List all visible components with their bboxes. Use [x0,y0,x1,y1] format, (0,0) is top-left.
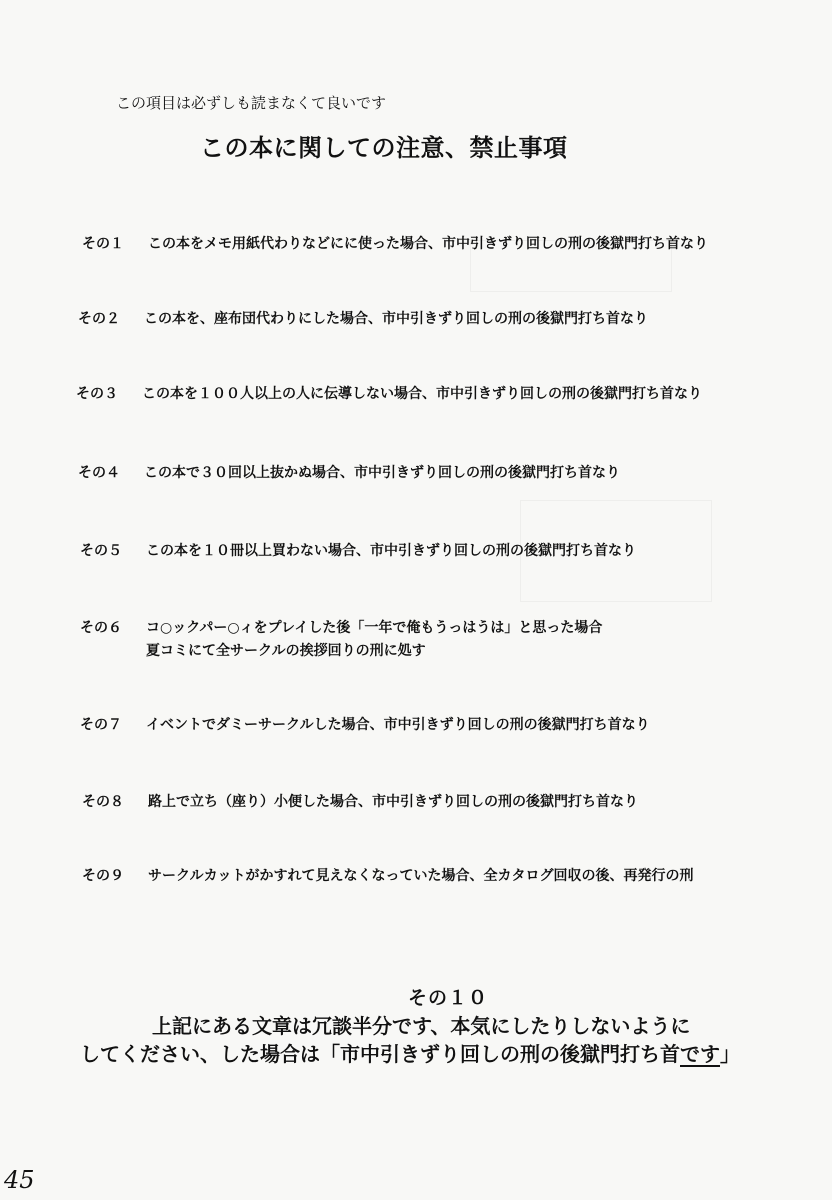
rule-item-4 [78,462,620,482]
rule-text: イベントでダミーサークルした場合、市中引きずり回しの刑の後獄門打ち首なり [146,717,650,733]
final-rule-number: その１０ [408,987,489,1009]
rule-item-5 [80,540,636,560]
rule-item-9 [82,865,693,885]
rule-item-2 [78,308,648,328]
rule-number: その７ [80,717,122,733]
final-rule-underlined-word: です [680,1042,720,1066]
rule-number: その６ [80,620,122,636]
rule-text: この本を１００人以上の人に伝導しない場合、市中引きずり回しの刑の後獄門打ち首なり [142,386,702,402]
rule-text: この本を１０冊以上買わない場合、市中引きずり回しの刑の後獄門打ち首なり [146,543,636,559]
rule-number: その３ [76,386,118,402]
final-rule-line-2 [80,1038,740,1067]
rule-text: 路上で立ち（座り）小便した場合、市中引きずり回しの刑の後獄門打ち首なり [148,794,638,810]
rule-number: その１ [82,236,124,252]
rule-item-3 [76,383,702,403]
rule-item-8 [82,791,638,811]
rule-number: その５ [80,543,122,559]
rule-text: コ○ックパー○ィをプレイした後「一年で俺もうっはうは」と思った場合 [146,620,603,636]
rule-number: その４ [78,465,120,481]
final-rule-line-2-main: してください、した場合は「市中引きずり回しの刑の後獄門打ち首 [80,1042,680,1066]
rule-text-continued: 夏コミにて全サークルの挨拶回りの刑に処す [146,643,426,659]
rule-number: その２ [78,311,120,327]
rule-text: サークルカットがかすれて見えなくなっていた場合、全カタログ回収の後、再発行の刑 [148,868,694,884]
final-rule-closing-bracket: 」 [720,1042,740,1066]
page-title: この本に関しての注意、禁止事項 [200,134,568,162]
rule-text: この本を、座布団代わりにした場合、市中引きずり回しの刑の後獄門打ち首なり [144,311,648,327]
page-number: 45 [4,1166,35,1194]
rule-text: この本で３０回以上抜かぬ場合、市中引きずり回しの刑の後獄門打ち首なり [144,465,620,481]
rule-number: その９ [82,868,124,884]
rule-item-6 [80,617,602,660]
rule-item-1 [82,233,708,253]
optional-reading-note: この項目は必ずしも読まなくて良いです [116,94,387,112]
rule-item-7 [80,714,650,734]
final-rule-line-1: 上記にある文章は冗談半分です、本気にしたりしないように [152,1014,691,1038]
rule-number: その８ [82,794,124,810]
rule-text: この本をメモ用紙代わりなどにに使った場合、市中引きずり回しの刑の後獄門打ち首なり [148,236,708,252]
